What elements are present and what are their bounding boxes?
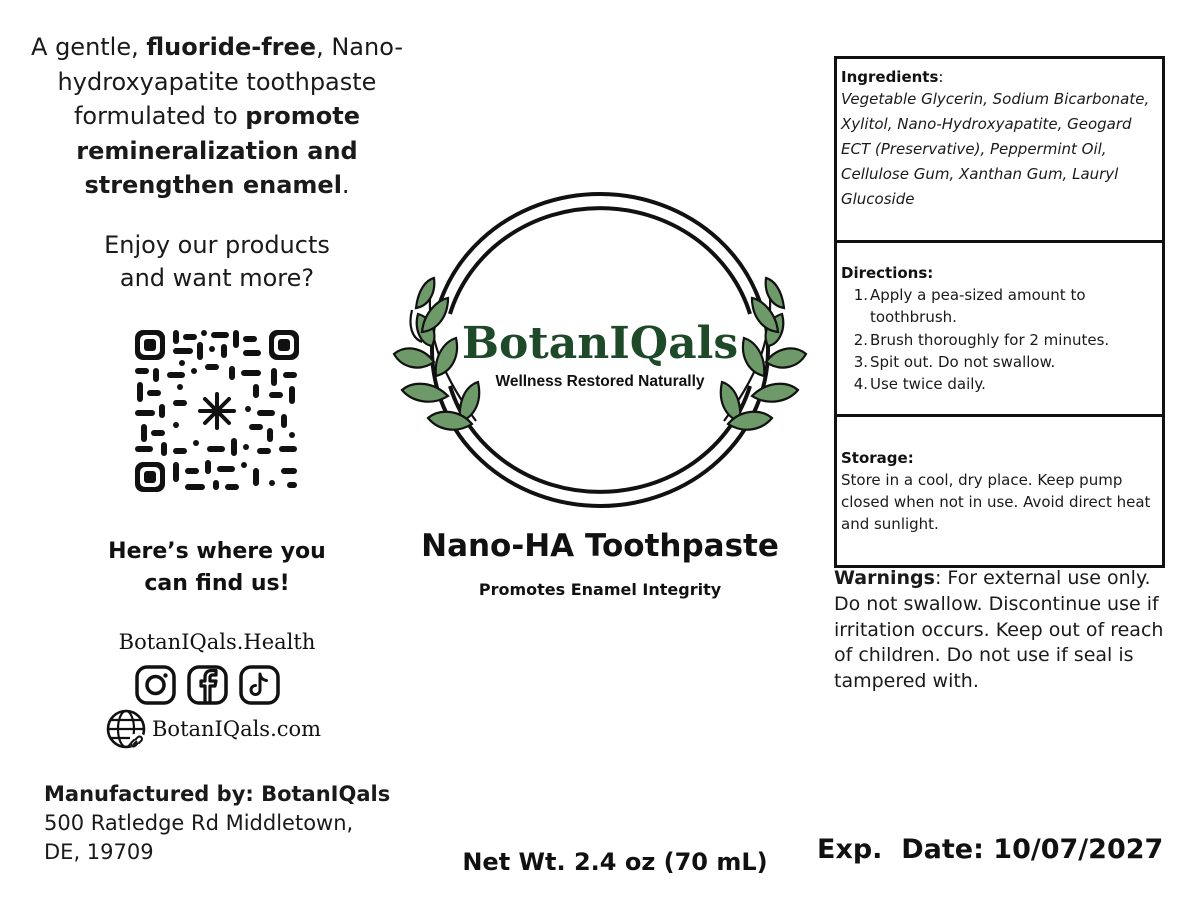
- intro-text: [30, 30, 404, 203]
- net-weight: Net Wt. 2.4 oz (70 mL): [462, 848, 768, 876]
- intro-mid: , Nano-hydroxyapatite toothpaste formulated to: [57, 33, 403, 130]
- storage-section: [837, 417, 1162, 565]
- manufacturer-block: [44, 780, 424, 867]
- facebook-icon[interactable]: [186, 664, 229, 706]
- storage-heading: Storage:: [841, 449, 914, 467]
- manufacturer-title: Manufactured by: BotanIQals: [44, 782, 391, 806]
- expiry-date: Exp. Date: 10/07/2027: [817, 834, 1164, 865]
- globe-icon: [106, 708, 148, 750]
- directions-heading: Directions:: [841, 264, 934, 282]
- enjoy-text: [40, 229, 394, 295]
- tiktok-icon[interactable]: [238, 664, 281, 706]
- brand-slogan: Wellness Restored Naturally: [495, 373, 705, 390]
- direction-step: [841, 373, 1156, 395]
- storage-text: Store in a cool, dry place. Keep pump closed when not in use. Avoid direct heat and sunlight.: [841, 471, 1151, 533]
- product-tagline: Promotes Enamel Integrity: [478, 580, 722, 599]
- direction-step: [841, 329, 1156, 351]
- intro-pre: A gentle,: [31, 33, 147, 61]
- ingredients-heading: Ingredients: [841, 68, 939, 86]
- qr-finder-bottom-left: [135, 462, 165, 492]
- step-text: Brush thoroughly for 2 minutes.: [870, 330, 1110, 349]
- address-line-2: DE, 19709: [44, 840, 154, 864]
- website-url: BotanIQals.com: [152, 717, 322, 741]
- product-name: Nano-HA Toothpaste: [421, 528, 779, 564]
- instagram-icon[interactable]: [134, 664, 177, 706]
- qr-center-emblem: [200, 394, 234, 428]
- step-text: Use twice daily.: [870, 375, 986, 394]
- enjoy-line-2: and want more?: [119, 264, 315, 292]
- intro-bold-remineralize: promote remineralization and strengthen enamel: [76, 102, 361, 199]
- directions-list: [841, 284, 1156, 395]
- website-link[interactable]: [106, 708, 321, 750]
- find-us-heading: [40, 536, 394, 600]
- warnings-text: : For external use only. Do not swallow. Discontinue use if irritation occurs. Keep out of reach of children. Do not use if seal is tampered with.: [834, 567, 1164, 693]
- ingredients-colon: :: [938, 68, 944, 86]
- directions-section: [837, 243, 1162, 417]
- info-panel: [834, 56, 1165, 568]
- step-number: 3.: [853, 352, 868, 371]
- brand-logo: [388, 186, 812, 516]
- intro-end: .: [341, 171, 350, 199]
- step-number: 2.: [853, 330, 868, 349]
- step-text: Apply a pea-sized amount to toothbrush.: [870, 286, 1086, 327]
- direction-step: [841, 351, 1156, 373]
- qr-code[interactable]: [133, 328, 301, 494]
- find-us-line-1: Here’s where you: [108, 539, 326, 564]
- step-number: 4.: [853, 375, 868, 394]
- social-handle: BotanIQals.Health: [118, 630, 316, 654]
- ingredients-list: Vegetable Glycerin, Sodium Bicarbonate, Xylitol, Nano-Hydroxyapatite, Geogard ECT (Preservative), Peppermint Oil, Cellulose Gum, Xanthan Gum, Lauryl Glucoside: [841, 90, 1150, 208]
- warnings-heading: Warnings: [834, 567, 935, 589]
- find-us-line-2: can find us!: [144, 571, 290, 596]
- ingredients-section: [837, 59, 1162, 243]
- qr-finder-top-right: [269, 330, 299, 360]
- warnings-block: [834, 566, 1164, 695]
- step-number: 1.: [853, 286, 868, 304]
- intro-bold-fluoride: fluoride-free: [146, 33, 317, 61]
- step-text: Spit out. Do not swallow.: [870, 352, 1056, 371]
- social-icons: [134, 664, 281, 706]
- qr-finder-top-left: [135, 330, 165, 360]
- enjoy-line-1: Enjoy our products: [104, 231, 330, 259]
- address-line-1: 500 Ratledge Rd Middletown,: [44, 811, 354, 835]
- brand-name: BotanIQals: [461, 318, 739, 369]
- direction-step: [841, 284, 1156, 329]
